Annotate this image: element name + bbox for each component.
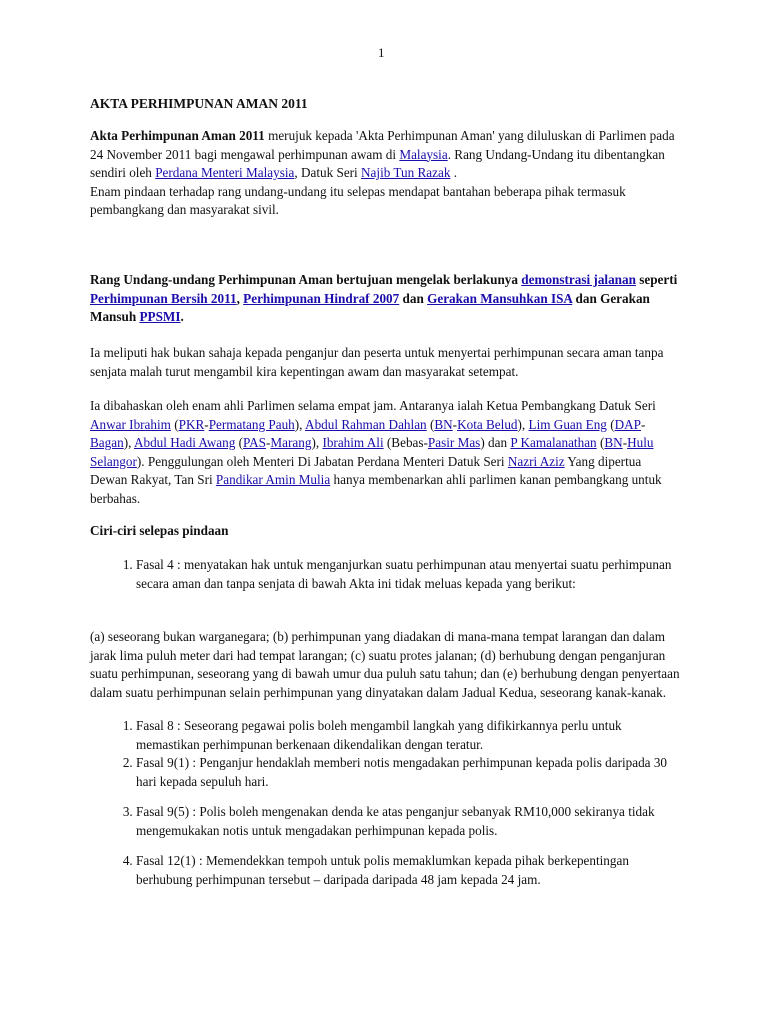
clause-list-2	[90, 717, 680, 889]
purpose-paragraph	[90, 271, 680, 327]
text: dan Gerakan Mansuh	[90, 290, 650, 324]
link-ibrahim-ali[interactable]: Ibrahim Ali	[322, 435, 384, 450]
text: .	[180, 309, 184, 324]
intro-bold-lead: Akta Perhimpunan Aman 2011	[90, 128, 265, 143]
clause-list-1	[90, 556, 680, 593]
link-malaysia[interactable]: Malaysia	[399, 146, 448, 162]
link-gerakan-mansuhkan-isa[interactable]: Gerakan Mansuhkan ISA	[427, 290, 573, 306]
document-title: AKTA PERHIMPUNAN AMAN 2011	[90, 96, 308, 111]
text: (	[596, 435, 605, 450]
text: ) dan	[480, 435, 511, 450]
list-item: 2. Fasal 9(1) : Penganjur hendaklah memberi notis mengadakan perhimpunan kepada polis daripada 30 hari kepada sepuluh hari.	[136, 754, 680, 791]
intro-paragraph	[90, 127, 680, 220]
text: ),	[123, 435, 134, 450]
debate-paragraph	[90, 397, 680, 508]
text: hanya membenarkan ahli parlimen kanan pembangkang untuk berbahas.	[90, 472, 662, 506]
link-kota-belud[interactable]: Kota Belud	[457, 416, 518, 432]
text: seperti	[635, 272, 678, 287]
link-bn-2[interactable]: BN	[604, 435, 623, 450]
text: ),	[311, 435, 323, 450]
link-bn[interactable]: BN	[434, 416, 453, 432]
text: Rang Undang-undang Perhimpunan Aman bertujuan mengelak berlakunya	[90, 272, 522, 287]
amendment-sentence: Enam pindaan terhadap rang undang-undang itu selepas mendapat bantahan beberapa pihak termasuk pembangkang dan masyarakat sivil.	[90, 183, 626, 217]
link-abdul-rahman-dahlan[interactable]: Abdul Rahman Dahlan	[305, 416, 427, 432]
text: ),	[294, 416, 306, 432]
link-anwar-ibrahim[interactable]: Anwar Ibrahim	[90, 416, 171, 432]
link-bersih-2011[interactable]: Perhimpunan Bersih 2011	[90, 290, 237, 306]
text: merujuk kepada 'Akta Perhimpunan Aman' yang diluluskan di Parlimen pada 24 November 2011 bagi mengawal perhimpunan awam di	[90, 128, 675, 162]
text: (	[606, 416, 615, 432]
text: -	[204, 416, 209, 432]
link-najib[interactable]: Najib Tun Razak	[361, 165, 451, 180]
link-marang[interactable]: Marang	[270, 435, 312, 450]
link-bagan[interactable]: Bagan	[90, 435, 124, 450]
link-dap[interactable]: DAP	[614, 416, 641, 432]
text: (Bebas-	[383, 435, 428, 450]
link-lim-guan-eng[interactable]: Lim Guan Eng	[528, 416, 607, 432]
link-pkr[interactable]: PKR	[178, 416, 205, 432]
text: .	[450, 165, 458, 180]
list-item: 4. Fasal 12(1) : Memendekkan tempoh untuk polis memaklumkan kepada pihak berkepentingan berhubung perhimpunan tersebut – daripada daripada 48 jam kepada 24 jam.	[136, 852, 680, 889]
text: ,	[236, 290, 244, 306]
link-demonstrasi-jalanan[interactable]: demonstrasi jalanan	[521, 272, 636, 287]
link-pandikar-amin-mulia[interactable]: Pandikar Amin Mulia	[215, 472, 331, 487]
link-abdul-hadi-awang[interactable]: Abdul Hadi Awang	[133, 435, 236, 450]
link-perdana-menteri[interactable]: Perdana Menteri Malaysia	[155, 165, 295, 180]
link-hulu-selangor[interactable]: Hulu Selangor	[90, 435, 654, 469]
text: . Rang Undang-Undang itu dibentangkan sendiri oleh	[90, 146, 665, 180]
link-p-kamalanathan[interactable]: P Kamalanathan	[510, 435, 597, 450]
text: -	[266, 435, 271, 450]
exclusions-paragraph: (a) seseorang bukan warganegara; (b) perhimpunan yang diadakan di mana-mana tempat larangan dan dalam jarak lima puluh meter dari had tempat larangan; (c) suatu protes jalanan; (d) berhubung dengan penganjuran suatu perhimpunan, seseorang yang di bawah umur dua puluh satu tahun; dan (e) berhubung dengan penyertaan dalam suatu perhimpunan selain perhimpunan yang dinyatakan dalam Jadual Kedua, seseorang kanak-kanak.	[90, 629, 680, 700]
link-ppsmi[interactable]: PPSMI	[139, 309, 181, 324]
list-item: 1. Fasal 4 : menyatakan hak untuk menganjurkan suatu perhimpunan atau menyertai suatu perhimpunan secara aman dan tanpa senjata di bawah Akta ini tidak meluas kepada yang berikut:	[136, 556, 680, 593]
text: (	[170, 416, 179, 432]
text: (	[235, 435, 244, 450]
text: -	[452, 416, 458, 432]
list-item: 1. Fasal 8 : Seseorang pegawai polis boleh mengambil langkah yang difikirkannya perlu untuk memastikan perhimpunan berkenaan dikendalikan dengan teratur.	[136, 717, 680, 754]
text: -	[641, 416, 646, 432]
link-hindraf-2007[interactable]: Perhimpunan Hindraf 2007	[243, 290, 400, 306]
section-heading: Ciri-ciri selepas pindaan	[90, 523, 229, 538]
scope-paragraph: Ia meliputi hak bukan sahaja kepada penganjur dan peserta untuk menyertai perhimpunan secara aman tanpa senjata malah turut mengambil kira kepentingan awam dan masyarakat setempat.	[90, 345, 664, 379]
text: Ia dibahaskan oleh enam ahli Parlimen selama empat jam. Antaranya ialah Ketua Pembangkang Datuk Seri	[90, 398, 656, 413]
page-number: 1	[378, 45, 385, 60]
link-nazri-aziz[interactable]: Nazri Aziz	[507, 453, 565, 469]
text: -	[622, 435, 628, 450]
text: (	[426, 416, 435, 432]
link-pas[interactable]: PAS	[243, 435, 267, 450]
text: dan	[399, 290, 428, 306]
text: , Datuk Seri	[294, 165, 362, 180]
text: ),	[517, 416, 529, 432]
text: ). Penggulungan oleh Menteri Di Jabatan Perdana Menteri Datuk Seri	[136, 453, 508, 469]
text: Yang dipertua Dewan Rakyat, Tan Sri	[90, 453, 642, 487]
link-pasir-mas[interactable]: Pasir Mas	[427, 435, 481, 450]
link-permatang-pauh[interactable]: Permatang Pauh	[208, 416, 295, 432]
list-item: 3. Fasal 9(5) : Polis boleh mengenakan denda ke atas penganjur sebanyak RM10,000 sekiranya tidak mengemukakan notis untuk mengadakan perhimpunan kepada polis.	[136, 803, 680, 840]
